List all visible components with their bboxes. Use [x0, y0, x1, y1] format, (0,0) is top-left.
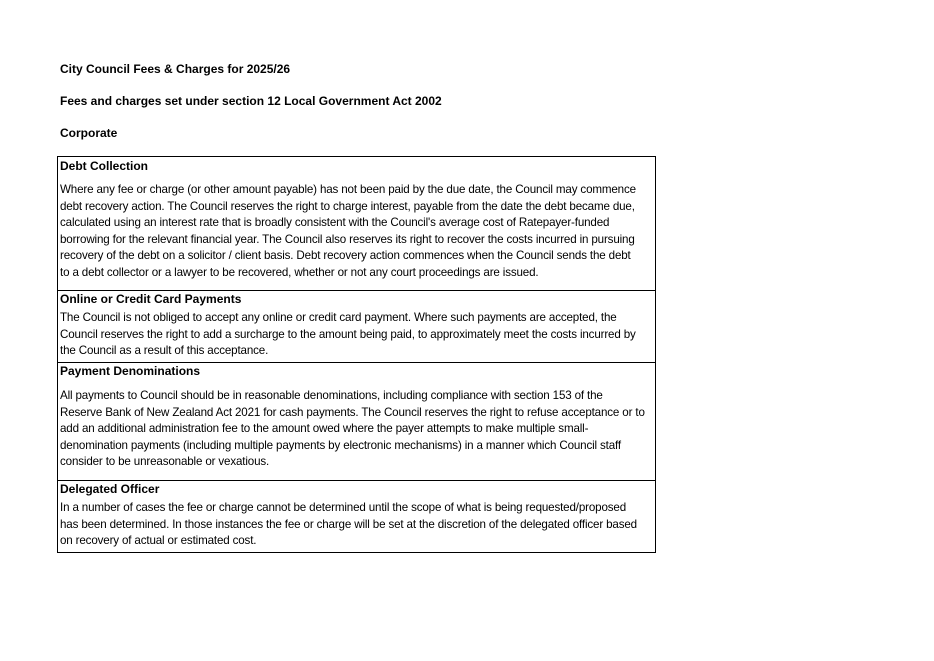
section-payment-denominations	[58, 363, 655, 481]
body-line: debt recovery action. The Council reserves the right to charge interest, payable from the date the debt became due,	[60, 199, 635, 213]
fees-table	[57, 156, 656, 553]
section-title: Online or Credit Card Payments	[60, 292, 242, 306]
body-line: Where any fee or charge (or other amount payable) has not been paid by the due date, the Council may commence	[60, 183, 636, 196]
body-line: Reserve Bank of New Zealand Act 2021 for cash payments. The Council reserves the right to refuse acceptance or to	[60, 405, 645, 419]
body-line: calculated using an interest rate that is broadly consistent with the Council's average cost of Ratepayer-funded	[60, 216, 610, 229]
section-delegated-officer	[58, 481, 655, 553]
body-line: All payments to Council should be in reasonable denominations, including compliance with section 153 of the	[60, 389, 603, 402]
body-line: has been determined. In those instances the fee or charge will be set at the discretion of the delegated officer based	[60, 517, 637, 531]
body-line: denomination payments (including multiple payments by electronic mechanisms) in a manner which Council staff	[60, 438, 621, 452]
section-body	[60, 388, 652, 471]
page-title: City Council Fees & Charges for 2025/26	[60, 62, 291, 76]
category-heading: Corporate	[60, 126, 118, 140]
body-line: Council reserves the right to add a surcharge to the amount being paid, to approximately meet the costs incurred by	[60, 327, 636, 341]
body-line: to a debt collector or a lawyer to be recovered, whether or not any court proceedings are issued.	[60, 265, 539, 279]
section-online-payments	[58, 291, 655, 363]
body-line: The Council is not obliged to accept any online or credit card payment. Where such payments are accepted, the	[60, 311, 617, 324]
section-body	[60, 500, 652, 550]
body-line: In a number of cases the fee or charge cannot be determined until the scope of what is being requested/proposed	[60, 501, 626, 514]
body-line: on recovery of actual or estimated cost.	[60, 534, 257, 547]
body-line: recovery of the debt on a solicitor / client basis. Debt recovery action commences when the Council sends the debt	[60, 249, 631, 262]
section-title: Delegated Officer	[60, 482, 160, 496]
body-line: consider to be unreasonable or vexatious.	[60, 455, 270, 468]
section-title: Debt Collection	[60, 159, 149, 173]
section-title: Payment Denominations	[60, 364, 201, 378]
page-subtitle: Fees and charges set under section 12 Local Government Act 2002	[60, 94, 442, 108]
body-line: borrowing for the relevant financial year. The Council also reserves its right to recover the costs incurred in pursuing	[60, 232, 635, 246]
section-debt-collection	[58, 157, 655, 291]
section-body	[60, 310, 652, 360]
body-line: the Council as a result of this acceptance.	[60, 344, 269, 357]
section-body	[60, 182, 652, 281]
body-line: add an additional administration fee to the amount owed where the payer attempts to make multiple small-	[60, 422, 589, 435]
